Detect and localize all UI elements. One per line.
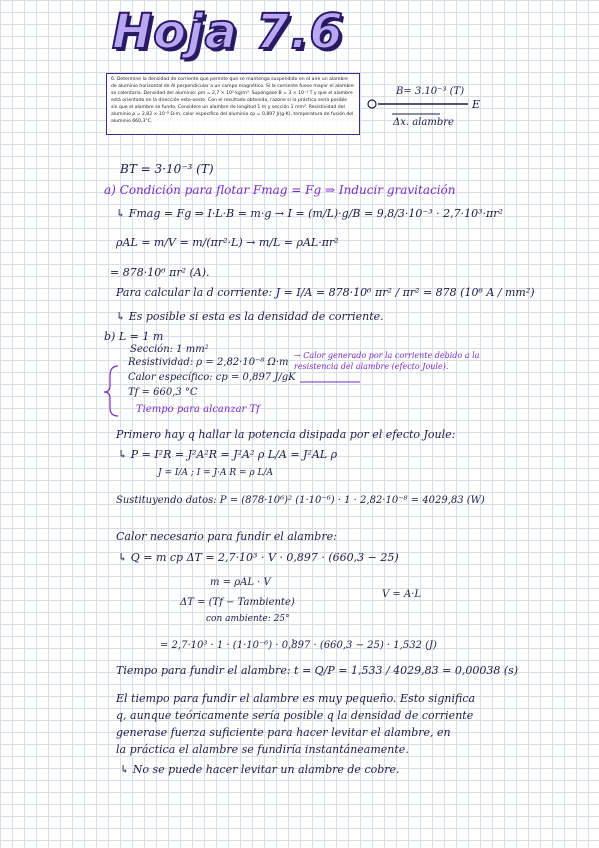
note-line-6: Para calcular la d corriente: J = I/A = 878·10⁶ πr² / πr² = 878 (10⁶ A / mm²) <box>116 286 535 299</box>
note-line-20: ↳ Q = m cp ΔT = 2,7·10³ · V · 0,897 · (660,3 − 25) <box>118 551 399 564</box>
note-joule-comment: → Calor generado por la corriente debido a la resistencia del alambre (efecto Joule). <box>294 351 480 371</box>
note-line-12: Tf = 660,3 °C <box>128 387 198 398</box>
note-line-8: b) L = 1 m <box>104 330 164 343</box>
note-line-24: con ambiente: 25° <box>206 614 290 624</box>
note-line-2: a) Condición para flotar Fmag = Fg ⇒ Inducir gravitación <box>104 183 456 197</box>
note-line-21: m = ρAL · V <box>210 577 271 588</box>
note-line-14: Tiempo para alcanzar Tf <box>136 404 260 415</box>
note-line-11: Calor específico: cp = 0,897 J/gK <box>128 372 296 383</box>
note-line-25: = 2,7·10³ · 1 · (1·10⁻⁶) · 0,897 · (660,3 − 25) · 1,532 (J) <box>160 640 437 651</box>
diagram-wire-label: Δx. alambre <box>393 117 454 128</box>
page-title: Hoja 7.6 <box>112 4 344 60</box>
note-line-10: Resistividad: ρ = 2,82·10⁻⁸ Ω·m <box>128 357 289 368</box>
note-line-9: Sección: 1 mm² <box>130 344 209 355</box>
note-line-31: ↳ No se puede hacer levitar un alambre de cobre. <box>120 763 400 776</box>
note-line-17: J = I/A ; I = J·A R = ρ L/A <box>158 468 274 478</box>
note-line-28: q, aunque teóricamente sería posible q la densidad de corriente <box>116 709 474 722</box>
note-line-7: ↳ Es posible si esta es la densidad de corriente. <box>116 310 384 323</box>
note-line-3: ↳ Fmag = Fg ⇒ I·L·B = m·g → I = (m/L)·g/B = 9,8/3·10⁻³ · 2,7·10³·πr² <box>116 207 503 220</box>
note-line-1: BT = 3·10⁻³ (T) <box>120 162 214 176</box>
note-line-30: la práctica el alambre se fundiría instantáneamente. <box>116 743 409 756</box>
note-line-26: Tiempo para fundir el alambre: t = Q/P = 1,533 / 4029,83 = 0,00038 (s) <box>116 664 519 677</box>
note-line-5: = 878·10⁶ πr² (A). <box>110 266 210 279</box>
diagram-b-label: B= 3.10⁻³ (T) <box>396 86 465 97</box>
note-line-4: ρAL = m/V = m/(πr²·L) → m/L = ρAL·πr² <box>116 236 339 249</box>
problem-statement: 6. Determine la densidad de corriente que permite que se mantenga suspendido en el aire un alambre de aluminio horizontal de Al perpendicular a un campo magnético. Si la corriente fuese mayor el alambre se calentaría. Densidad del aluminio: ρm = 2,7 × 10³ kg/m³. Supóngase B = 3 × 10⁻³ T y que el alambre está orientado en la dirección este-oeste. Con el resultado obtenido, razone si la práctica sería posible sin que el alambre se funda. Considere un alambre de longitud 1 m y sección 1 mm². Resistividad del aluminio ρ = 2,82 × 10⁻⁸ Ω·m, calor específico del aluminio cp = 0,897 J/(g·K), temperatura de fusión del aluminio 660,3°C. <box>106 73 360 135</box>
note-line-19: Calor necesario para fundir el alambre: <box>116 530 337 543</box>
note-line-29: generase fuerza suficiente para hacer levitar el alambre, en <box>116 726 451 739</box>
note-line-15: Primero hay q hallar la potencia disipada por el efecto Joule: <box>116 428 456 441</box>
note-line-16: ↳ P = I²R = J²A²R = J²A² ρ L/A = J²AL ρ <box>118 448 338 461</box>
note-line-18: Sustituyendo datos: P = (878·10⁶)² (1·10⁻⁶) · 1 · 2,82·10⁻⁸ = 4029,83 (W) <box>116 495 485 506</box>
note-line-27: El tiempo para fundir el alambre es muy pequeño. Esto significa <box>116 692 476 705</box>
diagram-symbol: E <box>472 98 481 111</box>
note-line-23: ΔT = (Tf − Tambiente) <box>180 597 295 608</box>
note-line-22: V = A·L <box>382 589 421 600</box>
